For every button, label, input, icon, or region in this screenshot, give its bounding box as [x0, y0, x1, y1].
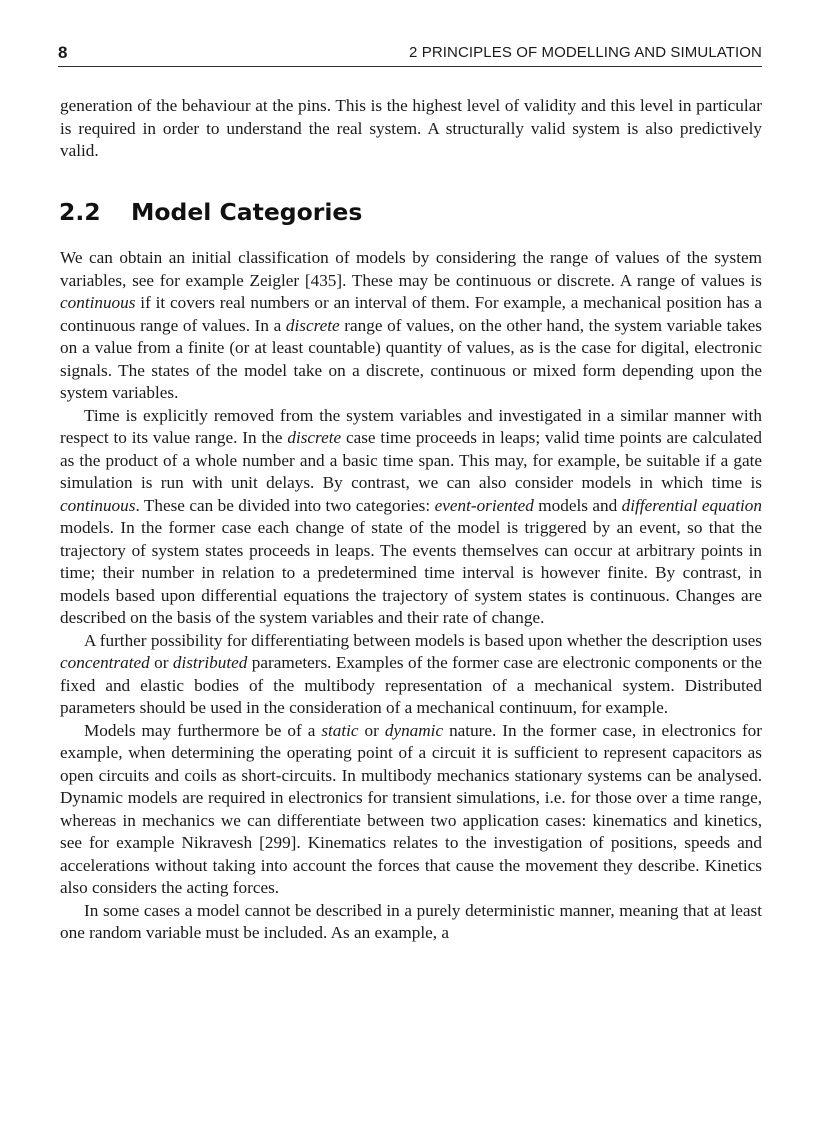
section-body — [60, 247, 762, 945]
emphasis-term: discrete — [287, 428, 342, 447]
text-run: Time is explicitly removed from the system variables and investigated in a similar manner with respect to its value range. In the — [60, 405, 762, 447]
page-number: 8 — [58, 43, 68, 62]
text-run: if it covers real numbers or an interval of them. For example, a mechanical position has a continuous range of values. In a — [60, 293, 762, 335]
emphasis-term: continuous — [60, 495, 136, 515]
paragraph-value-range — [60, 247, 762, 405]
text-run: We can obtain an initial classification of models by considering the range of values of the system variables, see for example Zeigler [435]. These may be continuous or discrete. A range of values is — [60, 248, 762, 290]
emphasis-term: discrete — [285, 315, 340, 335]
text-run: models. In the former case each change of state of the model is triggered by an event, so that the trajectory of system states proceeds in leaps. The events themselves can occur at arbitrary points in time; their number in relation to a predetermined time interval is however finite. By contrast, in models based upon differential equations the trajectory of system states is continuous. Changes are described on the basis of the system variables and their rate of change. — [60, 518, 762, 627]
section-heading — [59, 198, 362, 226]
running-head-title: 2 PRINCIPLES OF MODELLING AND SIMULATION — [409, 44, 762, 61]
paragraph-parameters — [60, 630, 762, 720]
intro-paragraph: generation of the behaviour at the pins. This is the highest level of validity and this level in particular is required in order to understand the real system. A structurally valid system is also predictively valid. — [60, 96, 762, 160]
text-run: range of values, on the other hand, the system variable takes on a value from a finite (or at least countable) quantity of values, as is the case for digital, electronic signals. The states of the model take on a discrete, continuous or mixed form depending upon the system variables. — [60, 315, 762, 402]
emphasis-term: static — [321, 720, 359, 740]
intro-text-block — [60, 95, 762, 163]
emphasis-term: differential equation — [621, 495, 762, 515]
text-run: case time proceeds in leaps; valid time points are calculated as the product of a whole number and a basic time span. This may, for example, be suitable if a gate simulation is run with unit delays. By contrast, we can also consider models in which time is — [60, 428, 763, 492]
text-run: nature. In the former case, in electronics for example, when determining the operating point of a circuit it is sufficient to represent capacitors as open circuits and coils as short-circuits. In multibody mechanics stationary systems can be analysed. Dynamic models are required in electronics for transient simulations, i.e. for those over a time range, whereas in mechanics we can differentiate between two application cases: kinematics and kinetics, see for example Nikravesh [299]. Kinematics relates to the investigation of positions, speeds and accelerations without taking into account the forces that cause the movement they describe. Kinetics also considers the acting forces. — [60, 720, 762, 897]
running-header — [58, 40, 762, 67]
emphasis-term: event-oriented — [434, 495, 534, 515]
paragraph-deterministic — [60, 900, 762, 945]
text-run: In some cases a model cannot be described in a purely deterministic manner, meaning that at least one random variable must be included. As an example, a — [60, 900, 762, 942]
section-number: 2.2 — [59, 198, 101, 226]
paragraph-time — [60, 405, 762, 630]
text-run: A further possibility for differentiating between models is based upon whether the description uses — [84, 630, 762, 650]
text-run: or — [149, 653, 173, 672]
text-run: Models may furthermore be of a — [84, 720, 322, 740]
section-title: Model Categories — [131, 198, 363, 226]
text-run: or — [358, 720, 385, 740]
text-run: parameters. Examples of the former case are electronic components or the fixed and elastic bodies of the multibody representation of a mechanical system. Distributed parameters should be used in the consideration of a mechanical continuum, for example. — [60, 653, 762, 717]
text-run: . These can be divided into two categories: — [135, 495, 435, 515]
emphasis-term: continuous — [60, 293, 136, 312]
emphasis-term: dynamic — [384, 720, 444, 740]
text-run: models and — [533, 495, 622, 515]
paragraph-static-dynamic — [60, 720, 762, 900]
emphasis-term: distributed — [172, 653, 248, 672]
emphasis-term: concentrated — [60, 653, 150, 672]
